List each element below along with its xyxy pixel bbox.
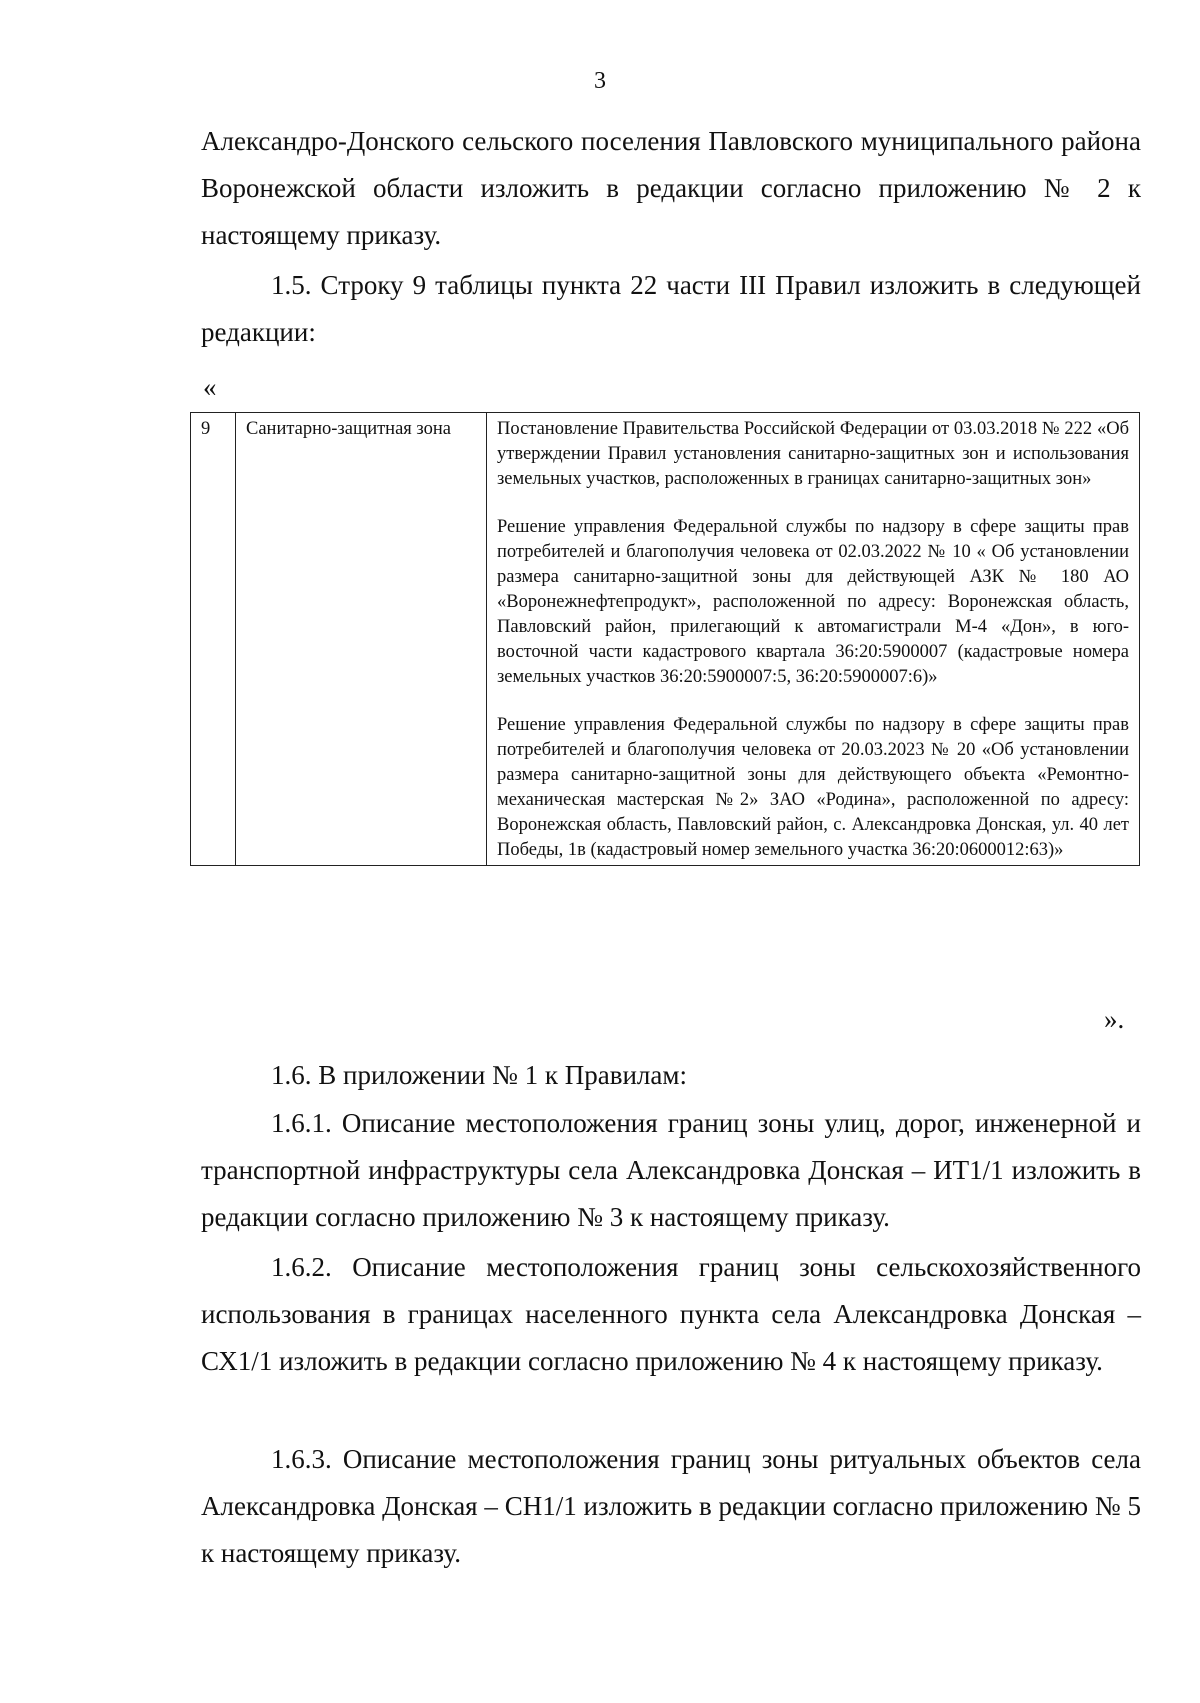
paragraph-1-6-1: 1.6.1. Описание местоположения границ зоны улиц, дорог, инженерной и транспортной инфраструктуры села Александровка Донская – ИТ1/1 изложить в редакции согласно приложению № 3 к настоящему приказу. [201, 1108, 1141, 1232]
document-entry: Постановление Правительства Российской Федерации от 03.03.2018 № 222 «Об утверждении Правил установления санитарно-защитных зон и использования земельных участков, расположенных в границах санитарно-защитных зон» [497, 419, 1129, 489]
quote-close-mark: ». [1104, 1004, 1125, 1034]
documents-cell [487, 413, 1140, 866]
document-entry: Решение управления Федеральной службы по надзору в сфере защиты прав потребителей и благополучия человека от 20.03.2023 № 20 «Об установлении размера санитарно-защитной зоны для действующего объекта «Ремонтно-механическая мастерская №2» ЗАО «Родина», расположенной по адресу: Воронежская область, Павловский район, с. Александровка Донская, ул. 40 лет Победы, 1в (кадастровый номер земельного участка 36:20:0600012:63)» [497, 715, 1129, 860]
paragraph-continuation: Александро-Донского сельского поселения Павловского муниципального района Воронежской области изложить в редакции согласно приложению № 2 к настоящему приказу. [201, 126, 1141, 250]
table-row [191, 413, 1140, 866]
paragraph-1-5: 1.5. Строку 9 таблицы пункта 22 части III Правил изложить в следующей редакции: [201, 270, 1141, 347]
zone-table [190, 412, 1140, 866]
zone-name-cell: Санитарно-защитная зона [236, 413, 487, 866]
paragraph-1-6-2: 1.6.2. Описание местоположения границ зоны сельскохозяйственного использования в границах населенного пункта села Александровка Донская – СХ1/1 изложить в редакции согласно приложению № 4 к настоящему приказу. [201, 1252, 1141, 1376]
page-number: 3 [594, 68, 606, 94]
paragraph-1-6-3: 1.6.3. Описание местоположения границ зоны ритуальных объектов села Александровка Донская – СН1/1 изложить в редакции согласно приложению № 5 к настоящему приказу. [201, 1444, 1141, 1568]
quote-open-mark: « [203, 372, 217, 402]
document-entry: Решение управления Федеральной службы по надзору в сфере защиты прав потребителей и благополучия человека от 02.03.2022 № 10 « Об установлении размера санитарно-защитной зоны для действующей АЗК № 180 АО «Воронежнефтепродукт», расположенной по адресу: Воронежская область, Павловский район, прилегающий к автомагистрали М-4 «Дон», в юго-восточной части кадастрового квартала 36:20:5900007 (кадастровые номера земельных участков 36:20:5900007:5, 36:20:5900007:6)» [497, 517, 1129, 687]
paragraph-1-6: 1.6. В приложении № 1 к Правилам: [271, 1060, 687, 1090]
row-number-cell: 9 [191, 413, 236, 866]
